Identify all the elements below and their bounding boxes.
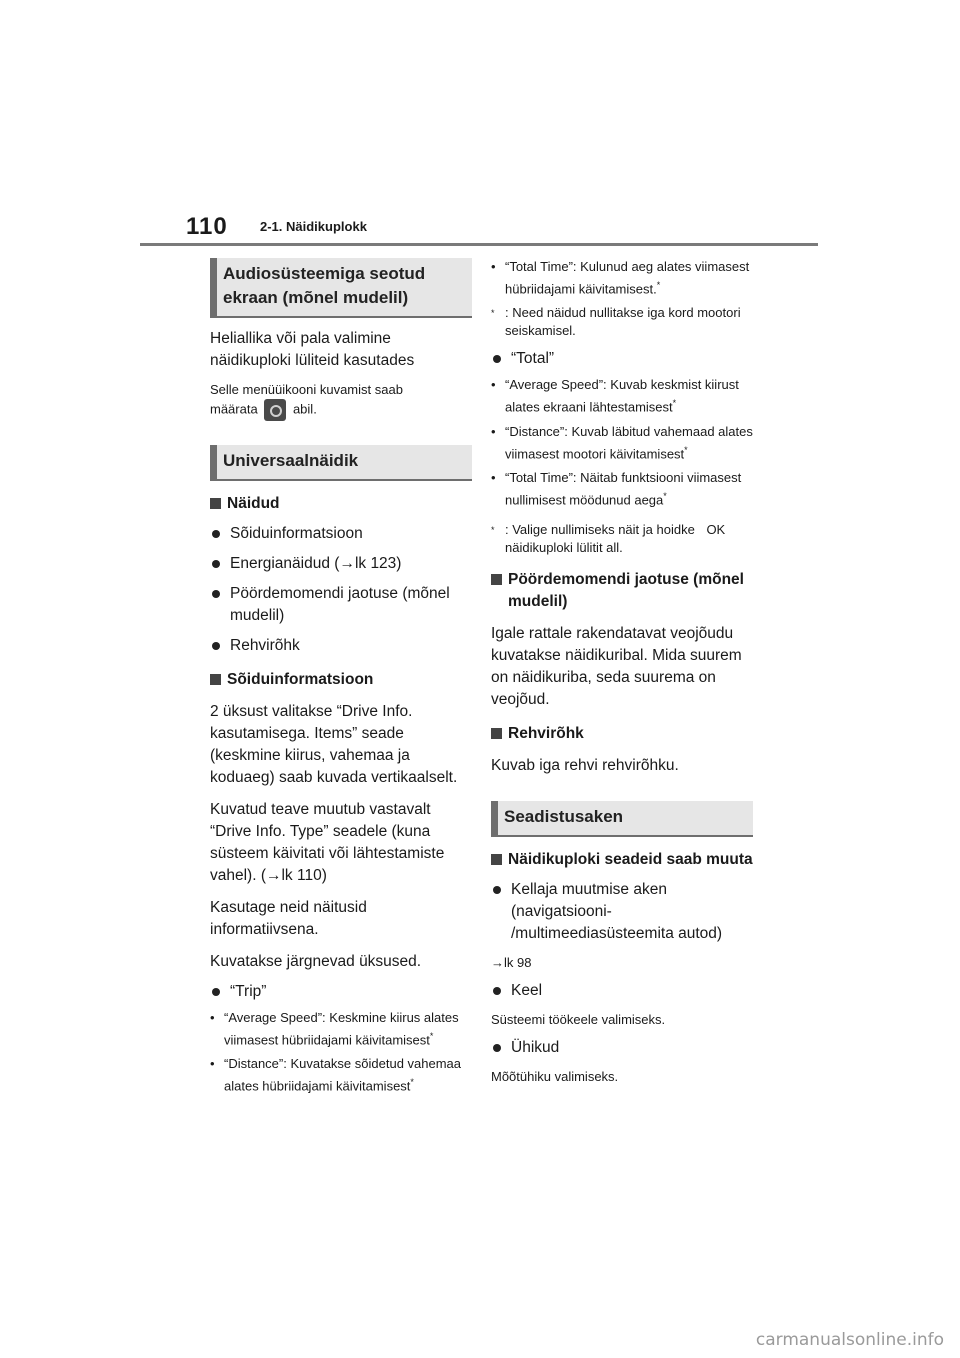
description: Süsteemi töökeele valimiseks. (491, 1012, 666, 1028)
section-heading-universal: Universaalnäidik (210, 445, 472, 481)
list-item (210, 553, 472, 575)
subheading (210, 669, 472, 691)
subheading-text: Näidikuploki seadeid saab muuta (508, 851, 753, 869)
bullet-icon (212, 590, 220, 598)
footnote-text: näidikuploki lülitit all. (505, 540, 623, 556)
subheading (491, 849, 753, 871)
note-text: abil. (292, 401, 317, 417)
chapter-title: 2-1. Näidikuplokk (260, 219, 367, 234)
sub-list-item: • “Total Time”: Näitab funktsiooni viimasest nullimisest möödunud aega* (491, 469, 742, 508)
paragraph: Igale rattale rakendatavat veojõudu kuvatakse näidikuribal. Mida suurem on näidikuriba, seda suurema on veojõud. (491, 625, 742, 709)
paragraph: Heliallika või pala valimine näidikuploki lüliteid kasutades (210, 330, 415, 369)
sub-list-item-text: “Average Speed”: Kuvab keskmist kiirust alates ekraani lähtestamisest (505, 377, 739, 415)
list-item-text: Ühikud (511, 1039, 560, 1057)
list-item-text: Energianäidud (→lk 123) (230, 555, 402, 572)
bullet-icon (493, 355, 501, 363)
subheading-text: Pöördemomendi jaotuse (mõnel mudelil) (508, 571, 744, 611)
bullet-icon (493, 1044, 501, 1052)
gear-icon (264, 399, 286, 421)
list-item-text: “Trip” (230, 983, 267, 1000)
watermark: carmanualsonline.info (755, 1330, 944, 1350)
subheading-text: Näidud (227, 495, 280, 512)
paragraph: Kuvatud teave muutub vastavalt “Drive Info. Type” seadele (kuna süsteem käivitati või lähtestamiste vahel). (→lk 110) (210, 801, 445, 884)
sub-list-item: • “Total Time”: Kulunud aeg alates viimasest hübriidajami käivitamisest.* (491, 259, 750, 297)
bullet-icon (212, 530, 220, 538)
sub-list-item: • “Distance”: Kuvatakse sõidetud vahemaa alates hübriidajami käivitamisest* (210, 1056, 462, 1094)
subheading-text: Rehvirõhk (508, 725, 584, 743)
square-bullet-icon (491, 728, 502, 739)
sub-list-item-text: “Average Speed”: Keskmine kiirus alates viimasest hübriidajami käivitamisest (224, 1010, 459, 1048)
list-item-text: Keel (511, 982, 543, 1000)
list-item (491, 348, 753, 370)
section-heading-settings: Seadistusaken (491, 801, 753, 837)
sub-list-item-text: “Distance”: Kuvatakse sõidetud vahemaa alates hübriidajami käivitamisest (224, 1056, 462, 1094)
subheading (491, 569, 753, 613)
list-item (491, 879, 753, 945)
note-text: Selle menüüikooni kuvamist saab (210, 382, 403, 397)
section-heading-audio: Audiosüsteemiga seotud ekraan (mõnel mudelil) (210, 258, 472, 318)
footnote-text: : Need näidud nullitakse iga kord mootori seiskamisel. (505, 305, 741, 339)
sub-list-item-text: “Total Time”: Näitab funktsiooni viimasest nullimisest möödunud aega (505, 469, 742, 508)
square-bullet-icon (210, 674, 221, 685)
list-item-text: “Total” (511, 350, 555, 368)
list-item (491, 1037, 753, 1059)
bullet-icon (212, 642, 220, 650)
footnote: * : Valige nullimiseks näit ja hoidke OK näidikuploki lülitit all. (491, 522, 726, 556)
subheading (491, 723, 753, 745)
bullet-icon (212, 560, 220, 568)
left-column (210, 258, 472, 1096)
bullet-icon (212, 988, 220, 996)
list-item-text: Rehvirõhk (230, 637, 300, 654)
sub-list-item: • “Distance”: Kuvab läbitud vahemaad alates viimasest mootori käivitamisest* (491, 423, 753, 461)
header-divider (140, 243, 818, 246)
subheading (210, 493, 472, 515)
list-item (210, 635, 472, 657)
right-column (491, 258, 753, 1086)
footnote-text: : Valige nullimiseks näit ja hoidke (505, 522, 695, 538)
page-number: 110 (186, 213, 228, 240)
page-reference: →lk 98 (491, 955, 532, 971)
description: Mõõtühiku valimiseks. (491, 1069, 619, 1085)
sub-list-item-text: “Distance”: Kuvab läbitud vahemaad alates viimasest mootori käivitamisest (505, 423, 753, 461)
page-header (0, 0, 960, 250)
square-bullet-icon (491, 574, 502, 585)
list-item-text: Sõiduinformatsioon (230, 525, 363, 542)
bullet-icon (493, 987, 501, 995)
ok-button-label: OK (706, 522, 726, 538)
paragraph: Kasutage neid näitusid informatiivsena. (210, 899, 367, 938)
paragraph: 2 üksust valitakse “Drive Info. kasutamisega. Items” seade (keskmine kiirus, vahemaa ja koduaeg) saab kuvada vertikaalselt. (210, 703, 458, 786)
paragraph: Kuvab iga rehvi rehvirõhku. (491, 757, 679, 775)
list-item (491, 980, 753, 1002)
note (210, 380, 472, 421)
list-item (210, 523, 472, 545)
list-item (210, 981, 472, 1003)
list-item-text: Kellaja muutmise aken (navigatsiooni- /multimeediasüsteemita autod) (511, 881, 723, 943)
sub-list-item-text: “Total Time”: Kulunud aeg alates viimasest hübriidajami käivitamisest. (505, 259, 750, 297)
paragraph: Kuvatakse järgnevad üksused. (210, 953, 422, 970)
list-item (210, 583, 472, 627)
square-bullet-icon (491, 854, 502, 865)
sub-list-item: • “Average Speed”: Kuvab keskmist kiirust alates ekraani lähtestamisest* (491, 377, 739, 415)
bullet-icon (493, 886, 501, 894)
square-bullet-icon (210, 498, 221, 509)
sub-list-item: • “Average Speed”: Keskmine kiirus alates viimasest hübriidajami käivitamisest* (210, 1010, 459, 1048)
list-item-text: Pöördemomendi jaotuse (mõnel mudelil) (230, 585, 450, 624)
footnote: * : Need näidud nullitakse iga kord mootori seiskamisel. (491, 304, 753, 340)
note-text: määrata (210, 401, 258, 417)
subheading-text: Sõiduinformatsioon (227, 671, 374, 688)
